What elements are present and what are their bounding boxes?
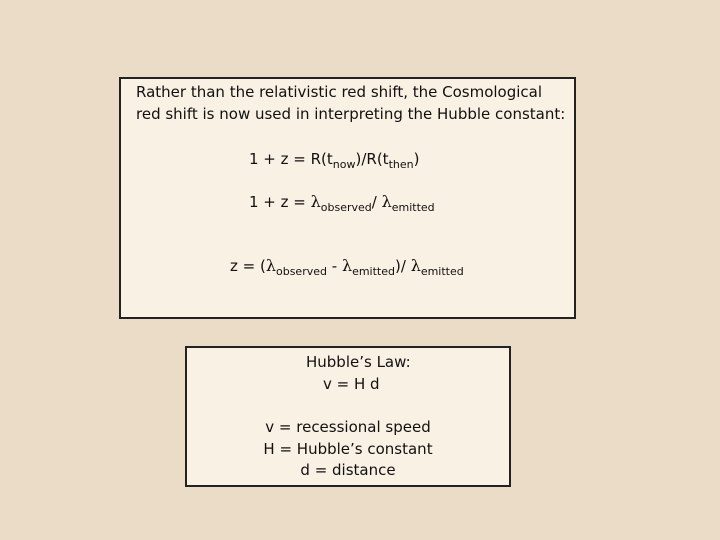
eq2-lhs: 1 + z =	[249, 193, 311, 211]
hubble-law-formula: v = H d	[323, 375, 380, 393]
eq3-lhs: z = (	[230, 257, 266, 275]
eq1-lhs: 1 + z = R(t	[249, 150, 333, 168]
lambda-symbol: λ	[265, 256, 276, 275]
eq1-sub-then: then	[388, 158, 414, 171]
eq1-end: )	[413, 150, 420, 168]
lambda-symbol: λ	[310, 192, 321, 211]
eq3-close: )/	[395, 257, 411, 275]
eq2-sub-emitted: emitted	[391, 201, 435, 214]
eq2-slash: /	[371, 193, 382, 211]
intro-line-1: Rather than the relativistic red shift, the Cosmological	[136, 83, 543, 101]
eq3-sub-emitted: emitted	[352, 265, 395, 278]
hubble-law-title: Hubble’s Law:	[306, 353, 411, 371]
eq3-sub-emitted-2: emitted	[420, 265, 464, 278]
definition-v: v = recessional speed	[265, 418, 431, 436]
equation-wavelength-ratio	[249, 192, 435, 214]
lambda-symbol: λ	[381, 192, 392, 211]
eq1-mid: )/R(t	[355, 150, 389, 168]
eq2-sub-observed: observed	[320, 201, 372, 214]
eq3-sub-observed: observed	[275, 265, 327, 278]
lambda-symbol: λ	[341, 256, 353, 275]
eq3-minus: -	[326, 257, 342, 275]
definition-d: d = distance	[300, 461, 396, 479]
lambda-symbol: λ	[410, 256, 421, 275]
definition-h: H = Hubble’s constant	[263, 440, 433, 458]
equation-redshift	[230, 256, 464, 278]
eq1-sub-now: now	[332, 158, 356, 171]
intro-line-2: red shift is now used in interpreting the Hubble constant:	[136, 105, 566, 123]
equation-scale-factor	[249, 150, 419, 171]
